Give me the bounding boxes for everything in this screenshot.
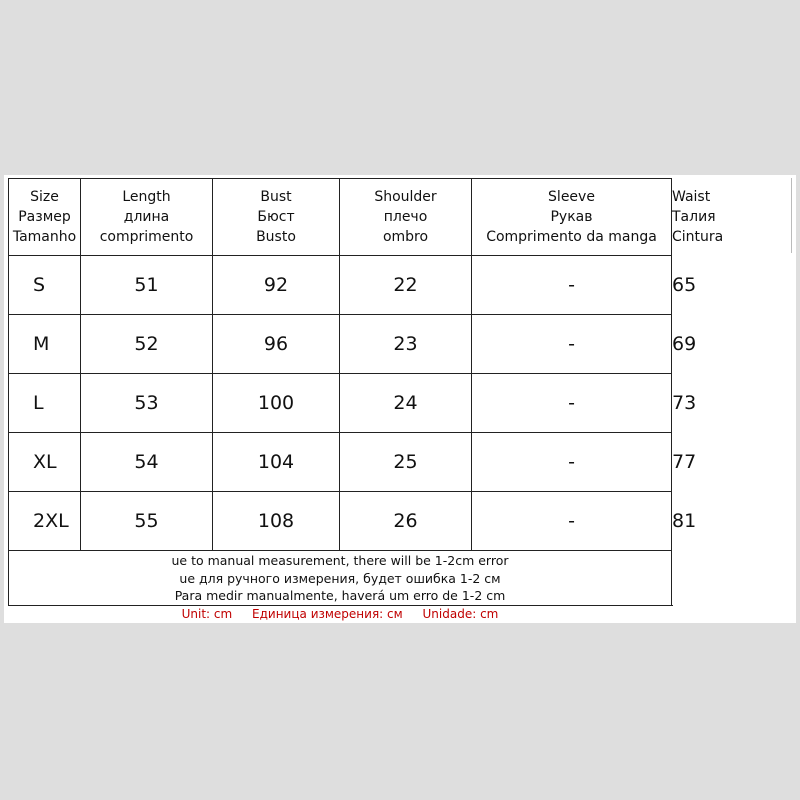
table-row: S 51 92 22 - 65 [9, 256, 672, 315]
header-size: Size Размер Tamanho [9, 179, 81, 256]
cell-shoulder: 26 [340, 492, 472, 551]
table-row: XL 54 104 25 - 77 [9, 433, 672, 492]
cell-bust: 100 [213, 374, 340, 433]
grid-line [791, 178, 792, 253]
cell-size: 2XL [9, 492, 81, 551]
note-english: ue to manual measurement, there will be 1-2cm error [171, 553, 509, 569]
cell-length: 54 [81, 433, 213, 492]
cell-length: 53 [81, 374, 213, 433]
unit-russian: Единица измерения: см [252, 607, 403, 621]
cell-length: 55 [81, 492, 213, 551]
cell-bust: 96 [213, 315, 340, 374]
cell-sleeve: - [472, 315, 672, 374]
cell-length: 51 [81, 256, 213, 315]
cell-sleeve: - [472, 256, 672, 315]
cell-size: S [9, 256, 81, 315]
note-russian: ue для ручного измерения, будет ошибка 1-2 см [179, 570, 501, 586]
measurement-notes-row [9, 551, 672, 606]
unit-portuguese: Unidade: cm [422, 607, 499, 621]
cell-bust: 104 [213, 433, 340, 492]
cell-bust: 108 [213, 492, 340, 551]
cell-sleeve: - [472, 492, 672, 551]
units-line [9, 606, 672, 623]
cell-size: XL [9, 433, 81, 492]
cell-shoulder: 25 [340, 433, 472, 492]
header-sleeve: Sleeve Рукав Comprimento da manga [472, 179, 672, 256]
size-chart-table [8, 178, 724, 622]
cell-bust: 92 [213, 256, 340, 315]
cell-size: L [9, 374, 81, 433]
unit-english: Unit: cm [181, 607, 233, 621]
header-bust: Bust Бюст Busto [213, 179, 340, 256]
cell-sleeve: - [472, 433, 672, 492]
units-row [9, 606, 672, 623]
cell-sleeve: - [472, 374, 672, 433]
measurement-notes [9, 551, 672, 606]
header-shoulder: Shoulder плечо ombro [340, 179, 472, 256]
size-chart-sheet [4, 175, 796, 623]
table-row: L 53 100 24 - 73 [9, 374, 672, 433]
header-length: Length длина comprimento [81, 179, 213, 256]
note-portuguese: Para medir manualmente, haverá um erro de 1-2 cm [174, 588, 506, 604]
cell-length: 52 [81, 315, 213, 374]
cell-shoulder: 24 [340, 374, 472, 433]
header-row: Size Размер Tamanho Length длина comprimento Bust Бюст Busto Shoulder плечо ombro Sleeve Рукав Comprimento da manga Waist Талия Cintura [9, 179, 672, 256]
table-row: 2XL 55 108 26 - 81 [9, 492, 672, 551]
cell-shoulder: 22 [340, 256, 472, 315]
sheet-grid-margin [672, 178, 792, 619]
cell-shoulder: 23 [340, 315, 472, 374]
table-row: M 52 96 23 - 69 [9, 315, 672, 374]
cell-size: M [9, 315, 81, 374]
